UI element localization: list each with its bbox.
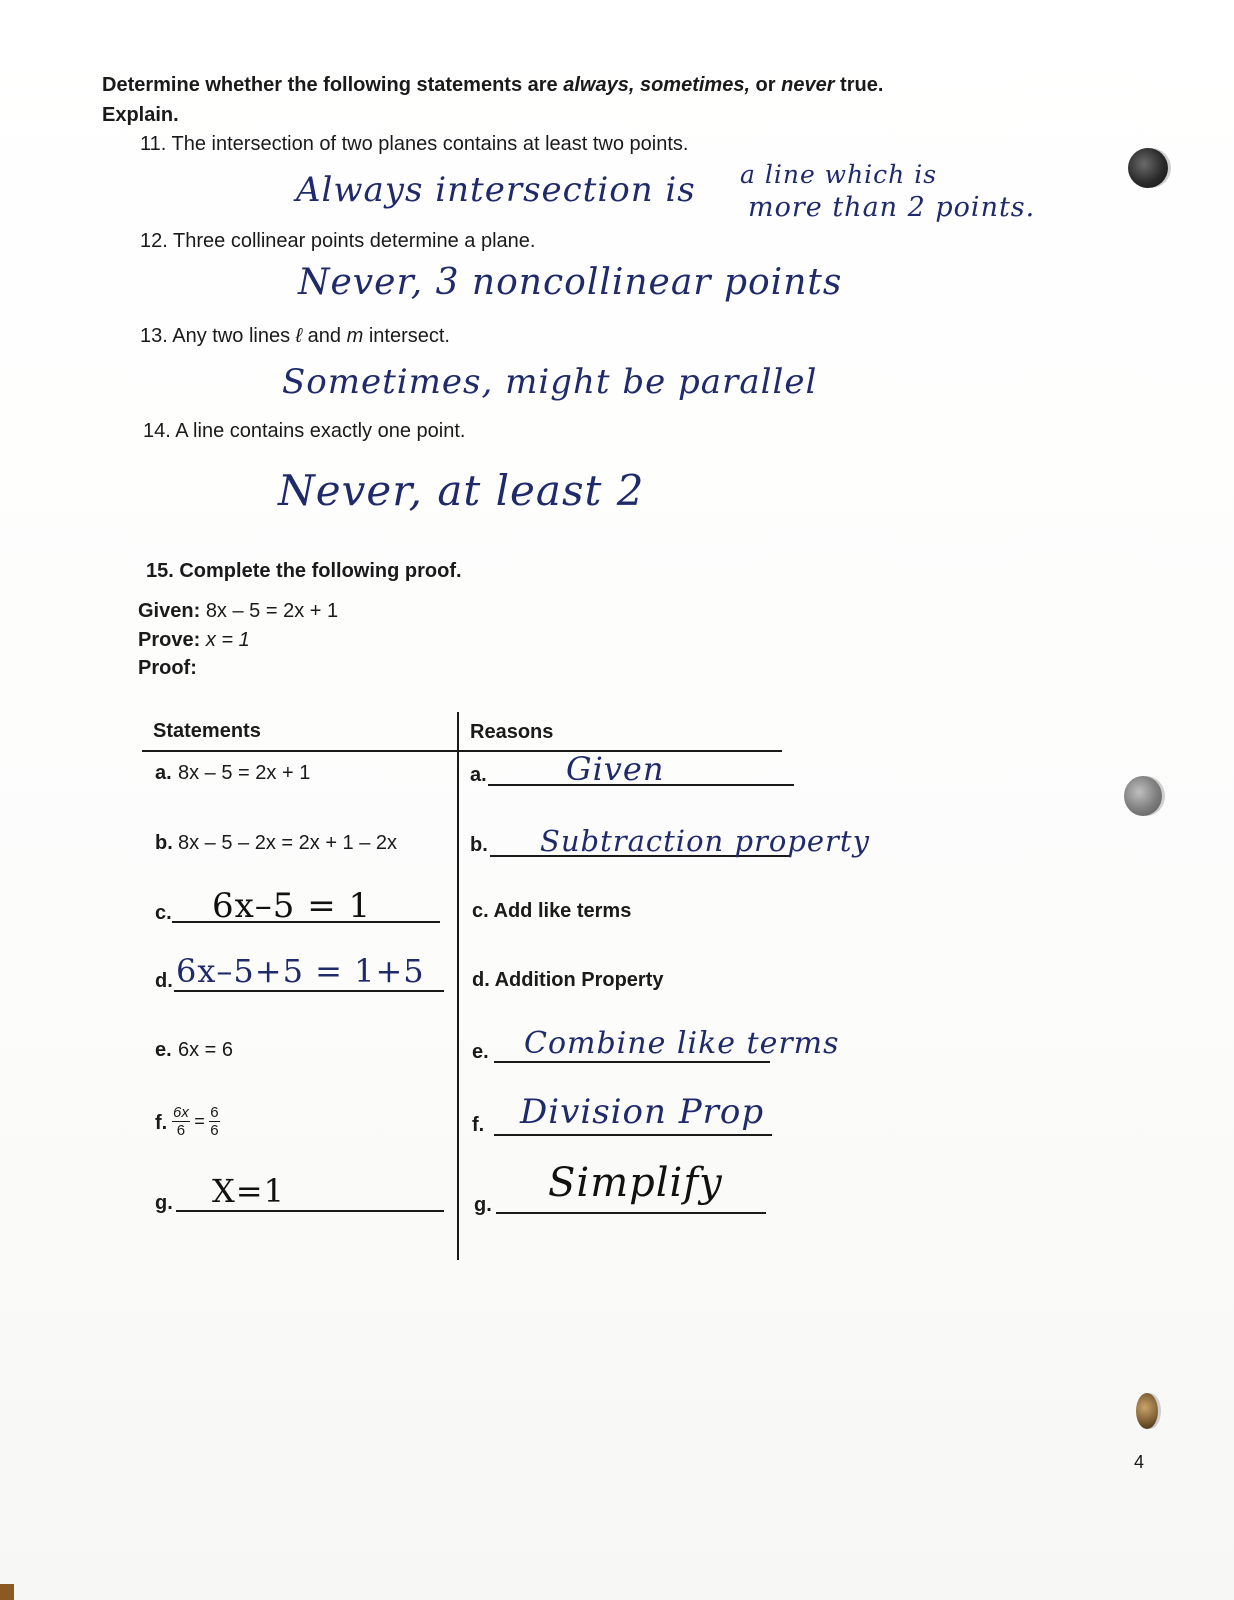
reason-f-label: f.: [472, 1114, 485, 1136]
question-11: 11. The intersection of two planes contains at least two points.: [140, 133, 689, 155]
question-14: 14. A line contains exactly one point.: [143, 420, 466, 442]
page-number: 4: [1134, 1452, 1145, 1472]
table-header-rule: [142, 750, 782, 752]
answer-11-part-2: a line which is: [740, 160, 938, 189]
word-sometimes: sometimes,: [634, 74, 750, 96]
statement-c-label: c.: [155, 902, 172, 924]
reasons-header: Reasons: [470, 721, 554, 743]
binder-hole-icon: [1124, 776, 1162, 816]
reason-f-answer: Division Prop: [520, 1092, 765, 1132]
reason-b-label: b.: [470, 834, 488, 856]
word-always: always,: [563, 74, 635, 96]
statement-c-answer: 6x–5 = 1: [212, 886, 372, 926]
statement-d-blank: [174, 990, 444, 992]
statement-g-blank: [176, 1210, 444, 1212]
fraction-left: $\frac{6x}{6}$: [173, 1104, 189, 1139]
question-13: 13. Any two lines ℓ and m intersect.: [140, 325, 450, 347]
reason-a-label: a.: [470, 764, 487, 786]
statement-f: $\frac{6x}{6}$ = $\frac{6}{6}$: [173, 1104, 219, 1139]
reason-g-blank: [496, 1212, 766, 1214]
statement-g-label: g.: [155, 1192, 173, 1214]
question-12: 12. Three collinear points determine a plane.: [140, 230, 536, 252]
symbol-m: m: [346, 325, 364, 347]
prove-value: x = 1: [205, 629, 250, 651]
statement-e: 6x = 6: [178, 1039, 234, 1061]
instructions-line-2: Explain.: [102, 104, 179, 126]
answer-13: Sometimes, might be parallel: [282, 362, 818, 402]
binder-hole-icon: [1128, 148, 1168, 188]
statement-a-label: a.: [155, 762, 172, 784]
statement-b-label: b.: [155, 832, 173, 854]
statement-b: 8x – 5 – 2x = 2x + 1 – 2x: [178, 832, 398, 854]
statement-d-answer: 6x–5+5 = 1+5: [176, 952, 425, 990]
table-column-divider: [457, 712, 459, 1260]
statement-g-answer: X=1: [212, 1172, 285, 1210]
answer-14: Never, at least 2: [278, 466, 645, 515]
given-value: 8x – 5 = 2x + 1: [205, 600, 339, 622]
reason-f-blank: [494, 1134, 772, 1136]
reason-d: d. Addition Property: [472, 969, 664, 991]
answer-11-part-3: more than 2 points.: [748, 192, 1036, 223]
word-never: never: [781, 74, 835, 96]
answer-11-part-1: Always intersection is: [296, 170, 696, 210]
instructions-line-1: Determine whether the following statements are always, sometimes, or never true.: [102, 74, 884, 96]
proof-label: Proof:: [138, 657, 197, 679]
statements-header: Statements: [153, 720, 261, 742]
proof-heading: 15. Complete the following proof.: [146, 560, 462, 582]
reason-a-answer: Given: [566, 750, 665, 788]
given-line: Given: 8x – 5 = 2x + 1: [138, 600, 339, 622]
reason-e-blank: [494, 1061, 770, 1063]
reason-e-answer: Combine like terms: [524, 1026, 840, 1061]
symbol-ell: ℓ: [295, 325, 303, 347]
reason-b-answer: Subtraction property: [540, 824, 870, 858]
prove-line: Prove: x = 1: [138, 629, 250, 651]
reason-e-label: e.: [472, 1041, 489, 1063]
reason-c: c. Add like terms: [472, 900, 632, 922]
reason-g-label: g.: [474, 1194, 492, 1216]
statement-f-label: f.: [155, 1112, 168, 1134]
page-corner-edge: [0, 1584, 14, 1600]
statement-d-label: d.: [155, 970, 173, 992]
statement-a: 8x – 5 = 2x + 1: [178, 762, 311, 784]
statement-e-label: e.: [155, 1039, 172, 1061]
answer-12: Never, 3 noncollinear points: [298, 262, 843, 303]
fraction-right: $\frac{6}{6}$: [210, 1104, 219, 1139]
binder-hole-icon: [1136, 1393, 1158, 1429]
reason-g-answer: Simplify: [548, 1160, 723, 1206]
